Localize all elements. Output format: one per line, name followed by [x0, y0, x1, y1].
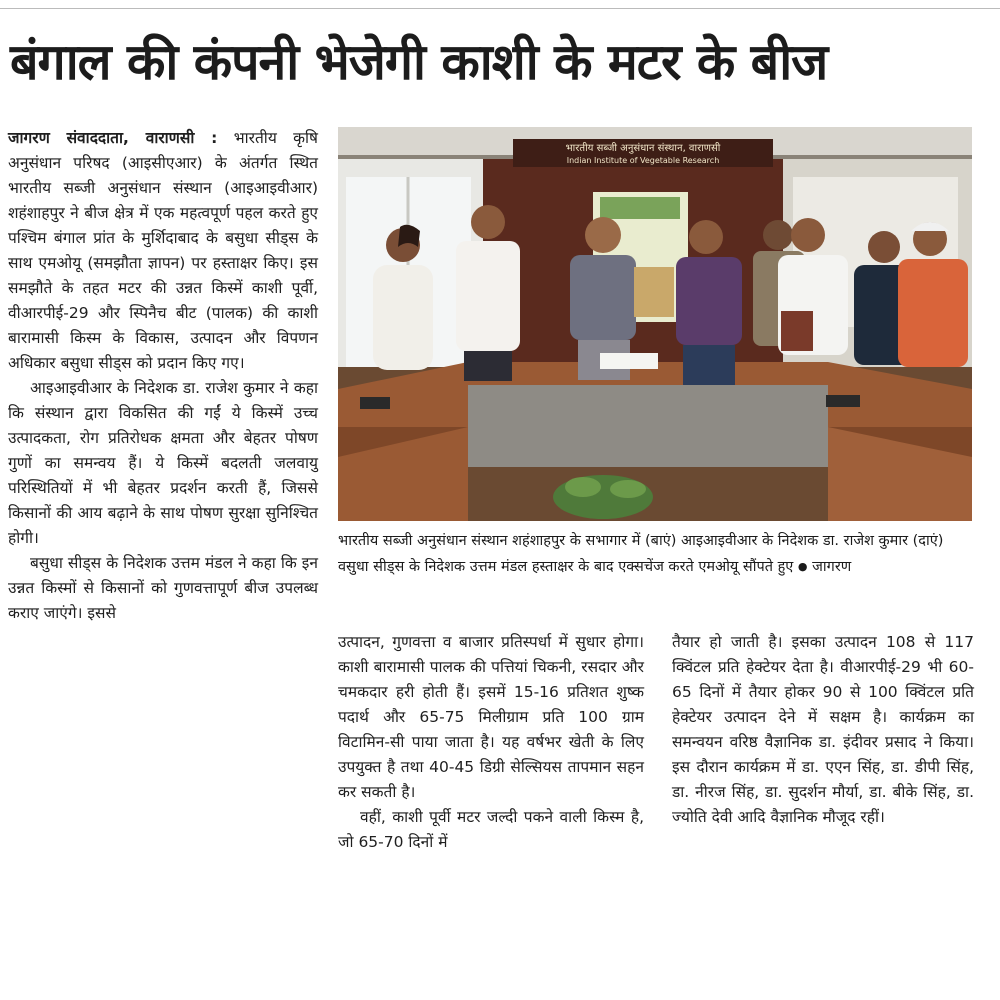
article-column-1 — [8, 126, 318, 626]
paragraph-3: बसुधा सीड्स के निदेशक उत्तम मंडल ने कहा कि इन उन्नत किस्मों से किसानों को गुणवत्तापूर्ण बीज उपलब्ध कराए जाएंगे। इससे — [8, 554, 318, 622]
caption-text: भारतीय सब्जी अनुसंधान संस्थान शहंशाहपुर के सभागार में (बाएं) आइआइवीआर के निदेशक डा. राजेश कुमार (दाएं) वसुधा सीड्स के निदेशक उत्तम मंडल हस्ताक्षर के बाद एक्सचेंज करते एमओयू सौंपते हुए — [338, 533, 944, 575]
col2-paragraph-1: उत्पादन, गुणवत्ता व बाजार प्रतिस्पर्धा में सुधार होगा। काशी बारामासी पालक की पत्तियां चिकनी, रसदार और चमकदार हरी होती हैं। इसमें 15-16 प्रतिशत शुष्क पदार्थ और 65-75 मिलीग्राम प्रति 100 ग्राम विटामिन-सी पाया जाता है। यह वर्षभर खेती के लिए उपयुक्त है तथा 40-45 डिग्री सेल्सियस तापमान सहन कर सकती है। — [338, 633, 644, 801]
top-rule — [0, 0, 1000, 9]
banner-english: Indian Institute of Vegetable Research — [566, 156, 720, 165]
headline: बंगाल की कंपनी भेजेगी काशी के मटर के बीज — [10, 33, 828, 91]
article-column-2 — [338, 630, 644, 855]
paragraph-1-text: भारतीय कृषि अनुसंधान परिषद (आइसीएआर) के अंतर्गत स्थित भारतीय सब्जी अनुसंधान संस्थान (आइआइवीआर) शहंशाहपुर ने बीज क्षेत्र में एक महत्वपूर्ण पहल करते हुए पश्चिम बंगाल प्रांत के मुर्शिदाबाद के बसुधा सीड्स के साथ एमओयू (समझौता ज्ञापन) पर हस्ताक्षर किए। इस समझौते के तहत मटर की उन्नत किस्में काशी पूर्वी, वीआरपीई-29 और स्पिनैच बीट (पालक) की काशी बारामासी किस्म के विकास, उत्पादन और विपणन अधिकार बसुधा सीड्स को प्रदान किए गए। — [8, 129, 319, 372]
photo-credit: जागरण — [812, 559, 852, 575]
news-photo — [338, 127, 972, 521]
photo-illustration — [338, 127, 972, 521]
paragraph-1 — [8, 126, 318, 376]
paragraph-2: आइआइवीआर के निदेशक डा. राजेश कुमार ने कहा कि संस्थान द्वारा विकसित की गईं ये किस्में उच्च उत्पादकता, रोग प्रतिरोधक क्षमता और बेहतर पोषण गुणों का समन्वय हैं। ये किस्में बदलती जलवायु परिस्थितियों में भी बेहतर प्रदर्शन करती हैं, जिससे किसानों की आय बढ़ाने के साथ पोषण सुरक्षा सुनिश्चित होगी। — [8, 379, 318, 547]
banner-hindi: भारतीय सब्जी अनुसंधान संस्थान, वाराणसी — [565, 143, 721, 154]
photo-caption — [338, 528, 972, 580]
byline: जागरण संवाददाता, वाराणसी : — [8, 129, 218, 147]
article-column-3 — [672, 630, 974, 830]
col2-paragraph-2: वहीं, काशी पूर्वी मटर जल्दी पकने वाली किस्म है, जो 65-70 दिनों में — [338, 808, 644, 851]
credit-bullet-icon: ● — [797, 560, 808, 573]
col3-paragraph-1: तैयार हो जाती है। इसका उत्पादन 108 से 117 क्विंटल प्रति हेक्टेयर देता है। वीआरपीई-29 भी 60-65 दिनों में तैयार होकर 90 से 100 क्विंटल प्रति हेक्टेयर उत्पादन देने में सक्षम है। कार्यक्रम का समन्वयन वरिष्ठ वैज्ञानिक डा. इंदीवर प्रसाद ने किया। इस दौरान कार्यक्रम में डा. एएन सिंह, डा. डीपी सिंह, डा. नीरज सिंह, डा. सुदर्शन मौर्या, डा. बीके सिंह, डा. ज्योति देवी आदि वैज्ञानिक मौजूद रहीं। — [672, 633, 974, 826]
